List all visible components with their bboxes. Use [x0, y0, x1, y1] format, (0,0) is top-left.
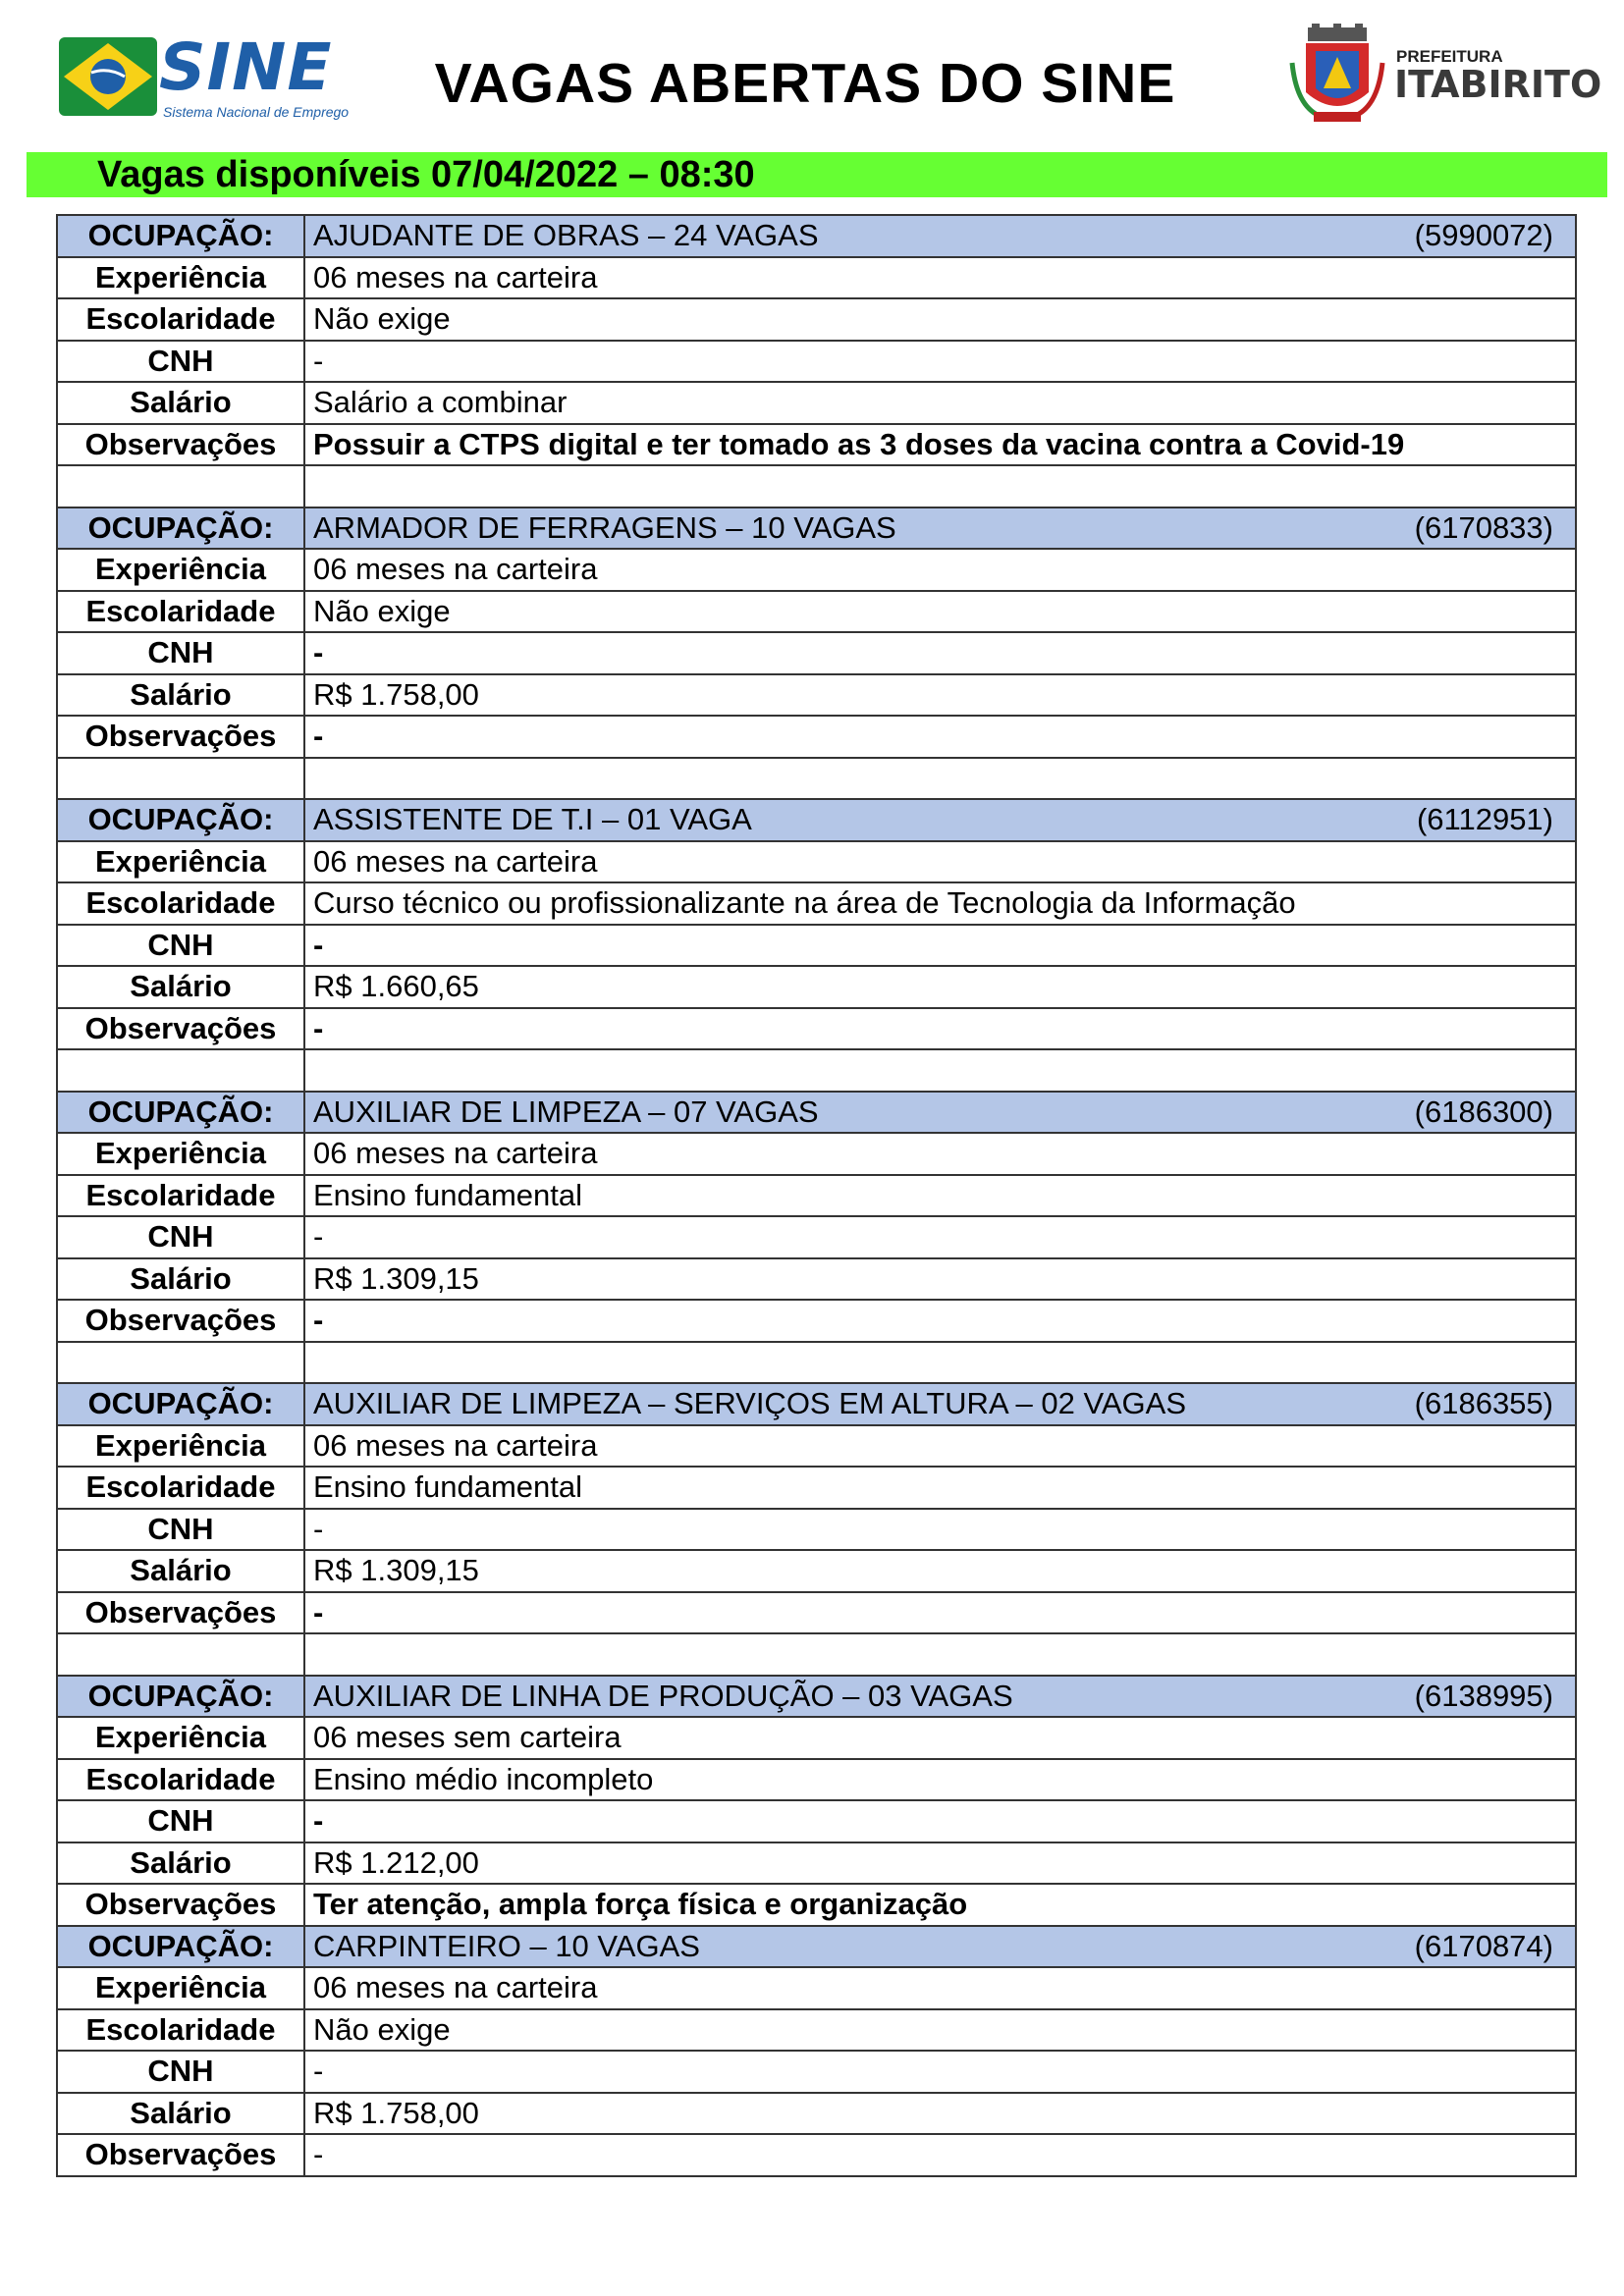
spacer-cell [57, 1633, 304, 1676]
salary-row [57, 2093, 1576, 2135]
experience-label: Experiência [57, 1425, 304, 1468]
notes-value: - [304, 2134, 1576, 2176]
notes-value: - [304, 1592, 1576, 1634]
license-label: CNH [57, 1216, 304, 1258]
education-value: Não exige [304, 591, 1576, 633]
license-value: - [304, 1509, 1576, 1551]
license-row [57, 341, 1576, 383]
notes-row [57, 716, 1576, 758]
salary-label: Salário [57, 1550, 304, 1592]
occupation-row [57, 1926, 1576, 1968]
education-label: Escolaridade [57, 1759, 304, 1801]
experience-label: Experiência [57, 1133, 304, 1175]
occupation-cell [304, 507, 1576, 550]
occupation-title: AUXILIAR DE LIMPEZA – SERVIÇOS EM ALTURA – 02 VAGAS [313, 1386, 1186, 1421]
experience-value: 06 meses na carteira [304, 841, 1576, 883]
salary-row [57, 966, 1576, 1008]
occupation-label: OCUPAÇÃO: [57, 1676, 304, 1718]
occupation-value [313, 1929, 1567, 1964]
spacer-cell [304, 1049, 1576, 1092]
license-label: CNH [57, 2051, 304, 2093]
education-row [57, 1759, 1576, 1801]
experience-row [57, 1967, 1576, 2009]
education-value: Não exige [304, 2009, 1576, 2052]
occupation-cell [304, 1092, 1576, 1134]
experience-row [57, 549, 1576, 591]
license-row [57, 1800, 1576, 1842]
experience-row [57, 1133, 1576, 1175]
page-title: VAGAS ABERTAS DO SINE [434, 52, 1176, 115]
sine-wordmark: SINE [159, 29, 333, 105]
sine-flag-icon [59, 37, 157, 116]
salary-label: Salário [57, 674, 304, 717]
notes-row [57, 2134, 1576, 2176]
experience-label: Experiência [57, 1717, 304, 1759]
education-row [57, 882, 1576, 925]
occupation-row [57, 507, 1576, 550]
job-code: (6186355) [1414, 1386, 1553, 1421]
spacer-cell [304, 758, 1576, 800]
spacer-row [57, 465, 1576, 507]
education-value: Não exige [304, 298, 1576, 341]
occupation-label: OCUPAÇÃO: [57, 215, 304, 257]
spacer-row [57, 758, 1576, 800]
license-label: CNH [57, 341, 304, 383]
occupation-row [57, 1092, 1576, 1134]
license-row [57, 925, 1576, 967]
license-label: CNH [57, 1509, 304, 1551]
salary-label: Salário [57, 2093, 304, 2135]
experience-value: 06 meses na carteira [304, 1967, 1576, 2009]
city-name: ITABIRITO [1394, 63, 1602, 106]
license-value: - [304, 632, 1576, 674]
jobs-table-body [57, 215, 1576, 2176]
education-value: Ensino fundamental [304, 1467, 1576, 1509]
salary-value: R$ 1.309,15 [304, 1550, 1576, 1592]
license-value: - [304, 1216, 1576, 1258]
spacer-cell [57, 465, 304, 507]
salary-row [57, 1550, 1576, 1592]
coat-of-arms-icon [1286, 24, 1388, 126]
experience-row [57, 841, 1576, 883]
notes-row [57, 1592, 1576, 1634]
salary-label: Salário [57, 1842, 304, 1885]
education-value: Ensino fundamental [304, 1175, 1576, 1217]
occupation-value [313, 1386, 1567, 1421]
job-code: (6170874) [1414, 1928, 1553, 1963]
license-label: CNH [57, 925, 304, 967]
notes-row [57, 1884, 1576, 1926]
occupation-cell [304, 1383, 1576, 1425]
occupation-row [57, 1676, 1576, 1718]
license-row [57, 1509, 1576, 1551]
occupation-title: ARMADOR DE FERRAGENS – 10 VAGAS [313, 509, 896, 545]
notes-value: Ter atenção, ampla força física e organização [304, 1884, 1576, 1926]
salary-row [57, 674, 1576, 717]
occupation-title: AUXILIAR DE LIMPEZA – 07 VAGAS [313, 1094, 819, 1129]
occupation-value [313, 218, 1567, 253]
license-label: CNH [57, 1800, 304, 1842]
education-label: Escolaridade [57, 2009, 304, 2052]
education-label: Escolaridade [57, 591, 304, 633]
availability-date: Vagas disponíveis 07/04/2022 – 08:30 [97, 154, 755, 195]
occupation-cell [304, 215, 1576, 257]
notes-row [57, 1008, 1576, 1050]
spacer-row [57, 1633, 1576, 1676]
occupation-cell [304, 1676, 1576, 1718]
salary-row [57, 382, 1576, 424]
occupation-label: OCUPAÇÃO: [57, 1383, 304, 1425]
experience-value: 06 meses na carteira [304, 1133, 1576, 1175]
occupation-title: AUXILIAR DE LINHA DE PRODUÇÃO – 03 VAGAS [313, 1678, 1013, 1713]
license-value: - [304, 2051, 1576, 2093]
job-code: (6186300) [1414, 1094, 1553, 1129]
notes-value: - [304, 716, 1576, 758]
salary-value: R$ 1.212,00 [304, 1842, 1576, 1885]
notes-value: Possuir a CTPS digital e ter tomado as 3 doses da vacina contra a Covid-19 [304, 424, 1576, 466]
occupation-label: OCUPAÇÃO: [57, 507, 304, 550]
sine-logo [59, 29, 350, 123]
experience-label: Experiência [57, 841, 304, 883]
jobs-table [56, 214, 1577, 2177]
occupation-value [313, 1095, 1567, 1130]
occupation-row [57, 215, 1576, 257]
occupation-cell [304, 799, 1576, 841]
occupation-value [313, 802, 1567, 837]
salary-value: R$ 1.758,00 [304, 674, 1576, 717]
spacer-cell [57, 1049, 304, 1092]
experience-label: Experiência [57, 257, 304, 299]
education-label: Escolaridade [57, 1467, 304, 1509]
license-row [57, 2051, 1576, 2093]
spacer-cell [304, 1342, 1576, 1384]
occupation-value [313, 510, 1567, 546]
spacer-row [57, 1049, 1576, 1092]
availability-banner [27, 152, 1607, 197]
experience-row [57, 257, 1576, 299]
occupation-label: OCUPAÇÃO: [57, 799, 304, 841]
occupation-row [57, 1383, 1576, 1425]
salary-label: Salário [57, 966, 304, 1008]
occupation-title: ASSISTENTE DE T.I – 01 VAGA [313, 802, 752, 837]
education-value: Ensino médio incompleto [304, 1759, 1576, 1801]
license-value: - [304, 341, 1576, 383]
experience-value: 06 meses na carteira [304, 1425, 1576, 1468]
license-row [57, 1216, 1576, 1258]
notes-row [57, 424, 1576, 466]
salary-row [57, 1258, 1576, 1301]
salary-value: Salário a combinar [304, 382, 1576, 424]
job-code: (6112951) [1416, 802, 1553, 837]
salary-label: Salário [57, 1258, 304, 1301]
spacer-cell [304, 465, 1576, 507]
notes-value: - [304, 1300, 1576, 1342]
notes-label: Observações [57, 716, 304, 758]
education-row [57, 1175, 1576, 1217]
notes-row [57, 1300, 1576, 1342]
occupation-cell [304, 1926, 1576, 1968]
prefeitura-label: PREFEITURA [1396, 47, 1503, 66]
sine-subtitle: Sistema Nacional de Emprego [163, 104, 350, 120]
salary-value: R$ 1.309,15 [304, 1258, 1576, 1301]
education-value: Curso técnico ou profissionalizante na área de Tecnologia da Informação [304, 882, 1576, 925]
notes-value: - [304, 1008, 1576, 1050]
experience-label: Experiência [57, 549, 304, 591]
occupation-label: OCUPAÇÃO: [57, 1926, 304, 1968]
salary-value: R$ 1.758,00 [304, 2093, 1576, 2135]
occupation-title: CARPINTEIRO – 10 VAGAS [313, 1928, 700, 1963]
license-value: - [304, 1800, 1576, 1842]
page-header [0, 0, 1624, 147]
notes-label: Observações [57, 2134, 304, 2176]
job-code: (5990072) [1414, 218, 1553, 253]
spacer-cell [57, 1342, 304, 1384]
job-code: (6138995) [1414, 1678, 1553, 1713]
experience-value: 06 meses na carteira [304, 549, 1576, 591]
license-row [57, 632, 1576, 674]
experience-value: 06 meses sem carteira [304, 1717, 1576, 1759]
spacer-row [57, 1342, 1576, 1384]
experience-label: Experiência [57, 1967, 304, 2009]
salary-row [57, 1842, 1576, 1885]
experience-value: 06 meses na carteira [304, 257, 1576, 299]
education-row [57, 2009, 1576, 2052]
prefeitura-logo [1286, 24, 1602, 126]
license-value: - [304, 925, 1576, 967]
education-row [57, 591, 1576, 633]
occupation-row [57, 799, 1576, 841]
job-code: (6170833) [1414, 509, 1553, 545]
spacer-cell [304, 1633, 1576, 1676]
education-row [57, 1467, 1576, 1509]
notes-label: Observações [57, 1300, 304, 1342]
education-label: Escolaridade [57, 1175, 304, 1217]
spacer-cell [57, 758, 304, 800]
experience-row [57, 1425, 1576, 1468]
education-label: Escolaridade [57, 298, 304, 341]
notes-label: Observações [57, 1592, 304, 1634]
occupation-label: OCUPAÇÃO: [57, 1092, 304, 1134]
occupation-title: AJUDANTE DE OBRAS – 24 VAGAS [313, 218, 819, 253]
occupation-value [313, 1679, 1567, 1714]
notes-label: Observações [57, 1008, 304, 1050]
salary-value: R$ 1.660,65 [304, 966, 1576, 1008]
education-label: Escolaridade [57, 882, 304, 925]
experience-row [57, 1717, 1576, 1759]
education-row [57, 298, 1576, 341]
notes-label: Observações [57, 424, 304, 466]
salary-label: Salário [57, 382, 304, 424]
license-label: CNH [57, 632, 304, 674]
notes-label: Observações [57, 1884, 304, 1926]
